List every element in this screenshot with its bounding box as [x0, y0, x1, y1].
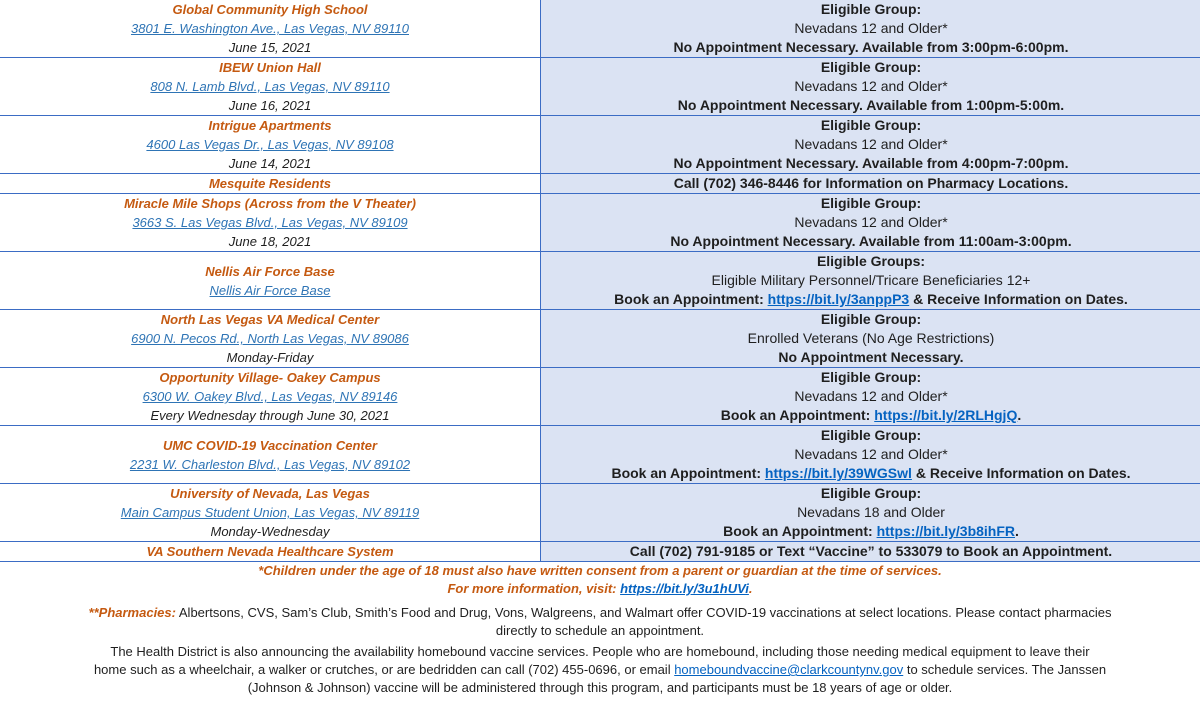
eligible-group: Nevadans 18 and Older	[797, 504, 945, 520]
site-address-link[interactable]: 6900 N. Pecos Rd., North Las Vegas, NV 89086	[131, 331, 409, 346]
note-prefix: Book an Appointment:	[614, 291, 768, 307]
note-suffix: & Receive Information on Dates.	[909, 291, 1128, 307]
site-date: June 16, 2021	[228, 98, 312, 113]
eligible-label: Eligible Groups:	[816, 253, 926, 269]
note-prefix: Book an Appointment:	[720, 407, 875, 423]
table-row	[0, 58, 1200, 116]
table-row	[0, 252, 1200, 310]
site-name: University of Nevada, Las Vegas	[170, 486, 370, 501]
booking-link[interactable]: https://bit.ly/39WGSwl	[764, 465, 912, 481]
site-name: IBEW Union Hall	[219, 60, 321, 75]
eligible-group: Enrolled Veterans (No Age Restrictions)	[747, 330, 995, 346]
details-cell	[541, 426, 1200, 484]
site-name: Mesquite Residents	[208, 176, 332, 191]
location-cell	[0, 426, 541, 484]
appointment-note: Call (702) 791-9185 or Text “Vaccine” to 533079 to Book an Appointment.	[629, 543, 1113, 559]
location-cell	[0, 116, 541, 174]
appointment-note: No Appointment Necessary. Available from 1:00pm-5:00m.	[677, 97, 1065, 113]
eligible-group: Nevadans 12 and Older*	[794, 136, 948, 152]
site-date: Monday-Friday	[226, 350, 314, 365]
table-row	[0, 542, 1200, 562]
more-info-link[interactable]: https://bit.ly/3u1hUVi	[620, 581, 749, 596]
site-name: VA Southern Nevada Healthcare System	[146, 544, 394, 559]
site-address-link[interactable]: Nellis Air Force Base	[209, 282, 331, 298]
more-info-suffix: .	[748, 581, 753, 596]
table-row	[0, 426, 1200, 484]
details-cell	[541, 194, 1200, 252]
pharmacies-text-2: directly to schedule an appointment.	[495, 623, 705, 638]
details-cell	[541, 58, 1200, 116]
eligible-label: Eligible Group:	[820, 369, 922, 385]
site-address-link[interactable]: 2231 W. Charleston Blvd., Las Vegas, NV 89102	[129, 456, 411, 472]
site-date: June 14, 2021	[228, 156, 312, 171]
homebound-line-2a: home such as a wheelchair, a walker or crutches, or are bedridden can call (702) 455-0696, or email	[93, 662, 675, 677]
site-date: Every Wednesday through June 30, 2021	[150, 408, 390, 423]
eligible-group: Nevadans 12 and Older*	[794, 214, 948, 230]
site-date: June 18, 2021	[228, 234, 312, 249]
details-cell	[541, 174, 1200, 194]
location-cell	[0, 542, 541, 562]
site-address-link[interactable]: Main Campus Student Union, Las Vegas, NV 89119	[120, 505, 420, 520]
eligible-label: Eligible Group:	[820, 1, 922, 17]
details-cell	[541, 310, 1200, 368]
eligible-group: Eligible Military Personnel/Tricare Beneficiaries 12+	[711, 272, 1031, 288]
appointment-note	[541, 522, 1200, 541]
site-name: Intrigue Apartments	[208, 118, 332, 133]
site-name: Nellis Air Force Base	[205, 263, 335, 279]
homebound-line-3: (Johnson & Johnson) vaccine will be administered through this program, and participants must be 18 years of age or older.	[247, 680, 953, 695]
appointment-note: Call (702) 346-8446 for Information on Pharmacy Locations.	[673, 175, 1069, 191]
location-cell	[0, 310, 541, 368]
table-row	[0, 368, 1200, 426]
homebound-line-1: The Health District is also announcing the availability homebound vaccine services. People who are homebound, including those needing medical equipment to leave their	[110, 644, 1090, 659]
more-info-line	[0, 580, 1200, 598]
booking-link[interactable]: https://bit.ly/3anppP3	[767, 291, 910, 307]
eligible-group: Nevadans 12 and Older*	[794, 78, 948, 94]
eligible-label: Eligible Group:	[820, 485, 922, 501]
note-suffix: .	[1015, 523, 1019, 539]
site-address-link[interactable]: 4600 Las Vegas Dr., Las Vegas, NV 89108	[146, 137, 394, 152]
pharmacies-text-1: Albertsons, CVS, Sam’s Club, Smith’s Food and Drug, Vons, Walgreens, and Walmart offer COVID-19 vaccinations at select locations. Please contact pharmacies	[175, 605, 1112, 620]
details-cell	[541, 116, 1200, 174]
appointment-note	[541, 464, 1200, 483]
site-address-link[interactable]: 6300 W. Oakey Blvd., Las Vegas, NV 89146	[142, 389, 398, 404]
details-cell	[541, 484, 1200, 542]
site-address-link[interactable]: 808 N. Lamb Blvd., Las Vegas, NV 89110	[150, 79, 390, 94]
note-prefix: Book an Appointment:	[723, 523, 877, 539]
site-name: Global Community High School	[172, 2, 368, 17]
pharmacies-paragraph	[0, 604, 1200, 640]
location-cell	[0, 0, 541, 58]
more-info-prefix: For more information, visit:	[447, 581, 621, 596]
eligible-label: Eligible Group:	[820, 427, 922, 443]
appointment-note	[541, 290, 1200, 309]
note-prefix: Book an Appointment:	[611, 465, 765, 481]
table-row	[0, 0, 1200, 58]
location-cell	[0, 194, 541, 252]
note-suffix: .	[1017, 407, 1022, 423]
appointment-note: No Appointment Necessary.	[778, 349, 964, 365]
table-row	[0, 174, 1200, 194]
table-row	[0, 310, 1200, 368]
site-name: Miracle Mile Shops (Across from the V Theater)	[124, 196, 416, 211]
details-cell	[541, 252, 1200, 310]
details-cell	[541, 542, 1200, 562]
booking-link[interactable]: https://bit.ly/2RLHgjQ	[874, 407, 1018, 423]
eligible-group: Nevadans 12 and Older*	[794, 446, 948, 462]
eligible-label: Eligible Group:	[820, 311, 922, 327]
note-suffix: & Receive Information on Dates.	[911, 465, 1131, 481]
site-name: Opportunity Village- Oakey Campus	[159, 370, 381, 385]
booking-link[interactable]: https://bit.ly/3b8ihFR	[876, 523, 1016, 539]
location-cell	[0, 252, 541, 310]
table-row	[0, 484, 1200, 542]
location-cell	[0, 484, 541, 542]
eligible-label: Eligible Group:	[820, 59, 922, 75]
children-note-text: *Children under the age of 18 must also have written consent from a parent or guardian at the time of services.	[258, 563, 942, 578]
site-address-link[interactable]: 3801 E. Washington Ave., Las Vegas, NV 89110	[130, 21, 409, 36]
location-cell	[0, 368, 541, 426]
table-row	[0, 116, 1200, 174]
details-cell	[541, 0, 1200, 58]
homebound-line-2b: to schedule services. The Janssen	[903, 662, 1107, 677]
site-name: North Las Vegas VA Medical Center	[160, 312, 380, 327]
site-name: UMC COVID-19 Vaccination Center	[162, 437, 378, 453]
site-date: Monday-Wednesday	[210, 524, 330, 539]
appointment-note: No Appointment Necessary. Available from 11:00am-3:00pm.	[670, 233, 1072, 249]
appointment-note: No Appointment Necessary. Available from 3:00pm-6:00pm.	[673, 39, 1069, 55]
details-cell	[541, 368, 1200, 426]
site-address-link[interactable]: 3663 S. Las Vegas Blvd., Las Vegas, NV 89109	[132, 215, 408, 230]
pharmacies-label: **Pharmacies:	[88, 605, 176, 620]
site-date: June 15, 2021	[228, 40, 312, 55]
homebound-email-link[interactable]: homeboundvaccine@clarkcountynv.gov	[674, 662, 904, 677]
table-row	[0, 194, 1200, 252]
location-cell	[0, 58, 541, 116]
eligible-label: Eligible Group:	[820, 195, 922, 211]
appointment-note	[541, 406, 1200, 425]
homebound-paragraph	[0, 643, 1200, 697]
children-consent-note	[0, 562, 1200, 580]
eligible-group: Nevadans 12 and Older*	[794, 388, 948, 404]
appointment-note: No Appointment Necessary. Available from 4:00pm-7:00pm.	[673, 155, 1069, 171]
eligible-label: Eligible Group:	[820, 117, 922, 133]
location-cell	[0, 174, 541, 194]
eligible-group: Nevadans 12 and Older*	[794, 20, 948, 36]
